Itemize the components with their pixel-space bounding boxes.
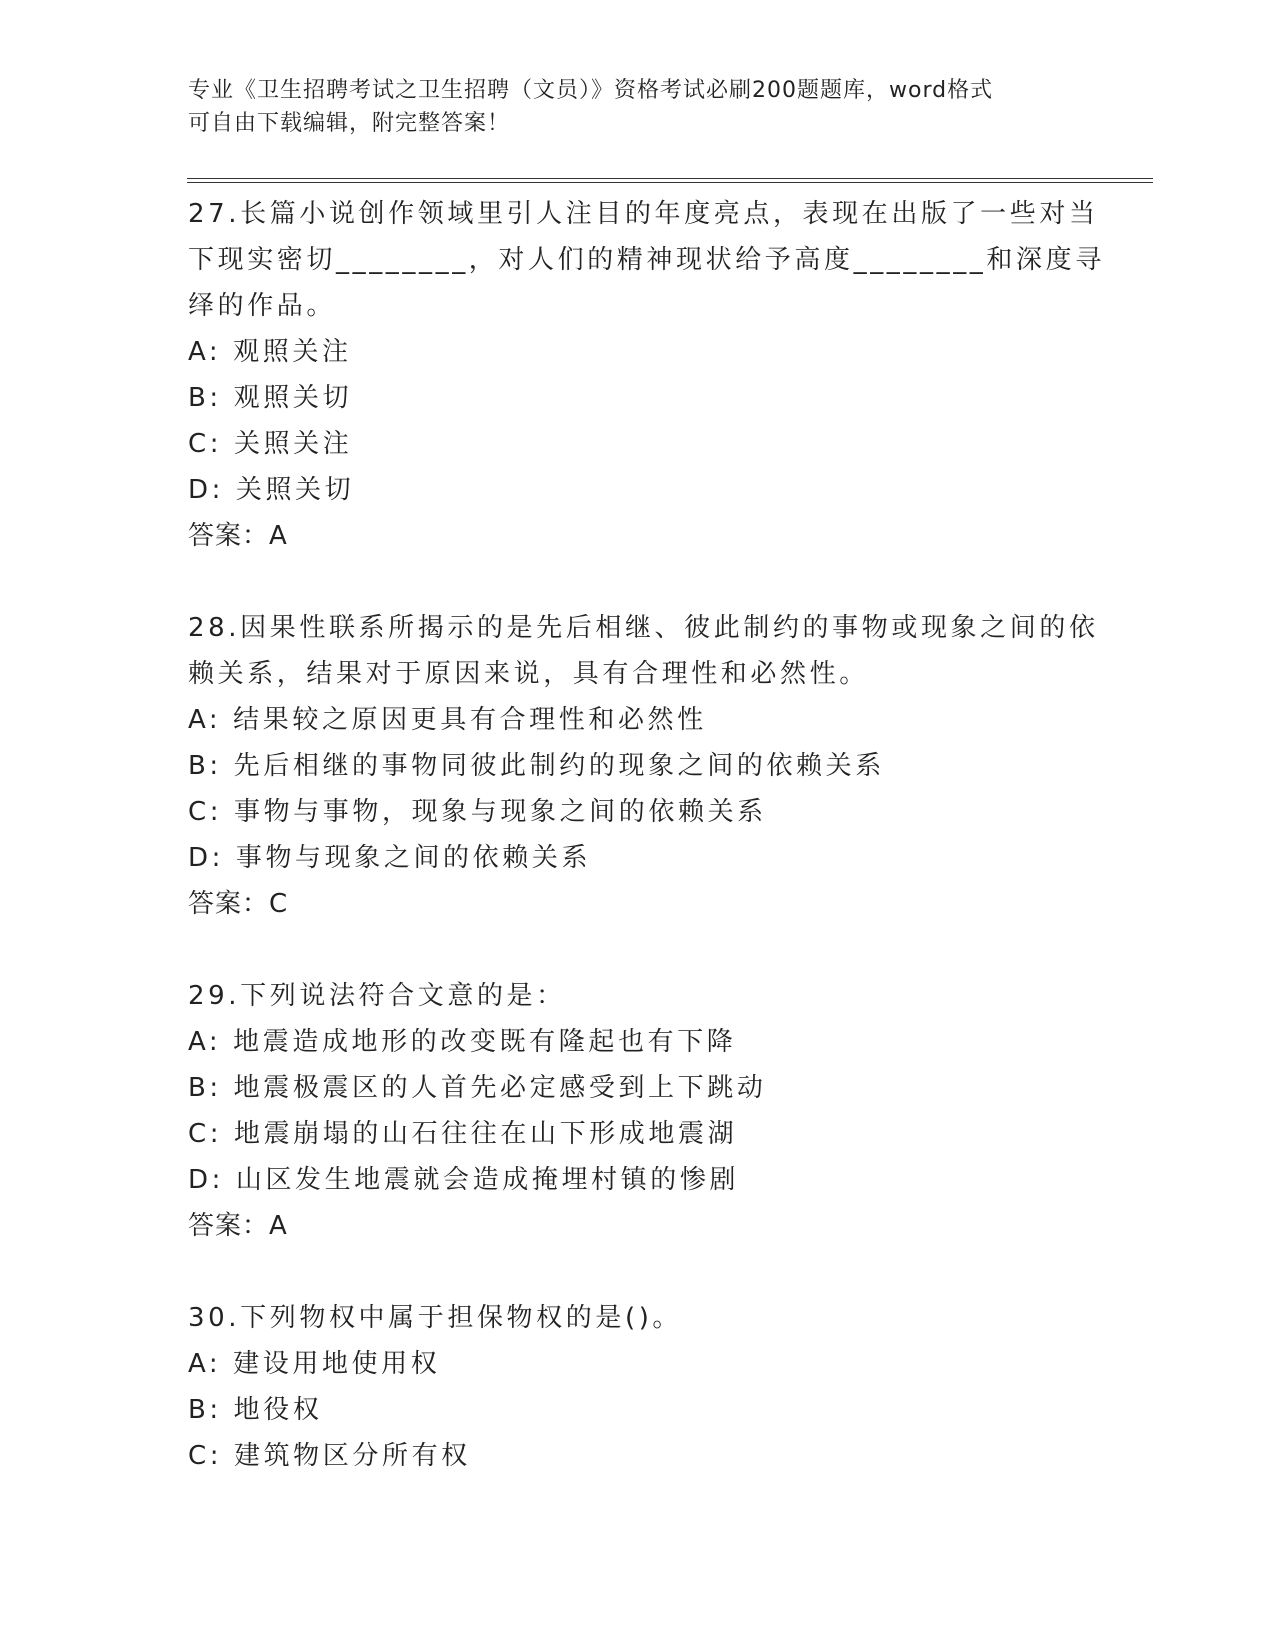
question-28 xyxy=(188,605,1099,973)
document-header xyxy=(188,74,1068,140)
option-a: A: 建设用地使用权 xyxy=(188,1349,441,1379)
option-d: D: 山区发生地震就会造成掩埋村镇的惨剧 xyxy=(188,1165,740,1195)
question-stem: 赖关系，结果对于原因来说，具有合理性和必然性。 xyxy=(188,659,869,689)
option-b: B: 地震极震区的人首先必定感受到上下跳动 xyxy=(188,1073,767,1103)
question-spacer xyxy=(188,927,1088,973)
question-30 xyxy=(188,1295,1088,1479)
header-divider xyxy=(187,178,1153,179)
option-d: D: 关照关切 xyxy=(188,475,355,505)
answer: 答案：C xyxy=(188,889,289,919)
answer: 答案：A xyxy=(188,521,288,551)
question-stem: 绎的作品。 xyxy=(188,291,337,321)
question-stem: 27.长篇小说创作领域里引人注目的年度亮点，表现在出版了一些对当 xyxy=(188,199,1099,229)
question-27 xyxy=(188,191,1105,605)
option-b: B: 先后相继的事物同彼此制约的现象之间的依赖关系 xyxy=(188,751,885,781)
option-a: A: 地震造成地形的改变既有隆起也有下降 xyxy=(188,1027,737,1057)
header-divider xyxy=(187,182,1153,183)
option-c: C: 地震崩塌的山石往往在山下形成地震湖 xyxy=(188,1119,738,1149)
option-b: B: 地役权 xyxy=(188,1395,323,1425)
question-stem: 30.下列物权中属于担保物权的是()。 xyxy=(188,1303,683,1333)
option-d: D: 事物与现象之间的依赖关系 xyxy=(188,843,592,873)
option-a: A: 结果较之原因更具有合理性和必然性 xyxy=(188,705,707,735)
option-a: A: 观照关注 xyxy=(188,337,352,367)
option-c: C: 关照关注 xyxy=(188,429,353,459)
header-line: 专业《卫生招聘考试之卫生招聘（文员）》资格考试必刷200题题库，word格式 xyxy=(188,78,994,103)
option-c: C: 事物与事物，现象与现象之间的依赖关系 xyxy=(188,797,767,827)
option-c: C: 建筑物区分所有权 xyxy=(188,1441,471,1471)
option-b: B: 观照关切 xyxy=(188,383,353,413)
header-line: 可自由下载编辑，附完整答案！ xyxy=(188,111,511,136)
question-stem: 29.下列说法符合文意的是： xyxy=(188,981,566,1011)
answer: 答案：A xyxy=(188,1211,288,1241)
question-list xyxy=(188,191,1105,1479)
question-29 xyxy=(188,973,1088,1295)
question-spacer xyxy=(188,1249,1088,1295)
question-stem: 下现实密切________，对人们的精神现状给予高度________和深度寻 xyxy=(188,245,1105,275)
question-spacer xyxy=(188,559,1088,605)
question-stem: 28.因果性联系所揭示的是先后相继、彼此制约的事物或现象之间的依 xyxy=(188,613,1099,643)
